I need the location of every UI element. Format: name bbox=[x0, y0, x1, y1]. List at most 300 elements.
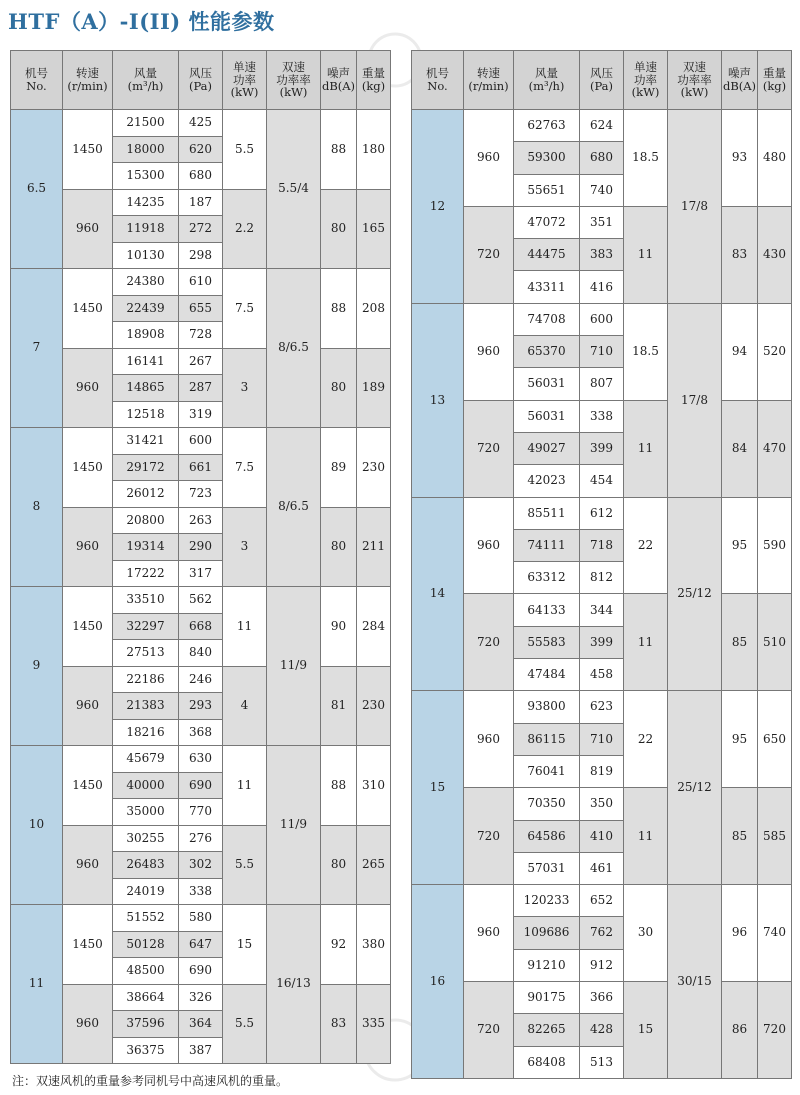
pressure-cell: 600 bbox=[179, 428, 223, 455]
pressure-cell: 723 bbox=[179, 481, 223, 508]
airflow-cell: 30255 bbox=[113, 825, 179, 852]
airflow-cell: 55583 bbox=[514, 626, 580, 658]
pressure-cell: 267 bbox=[179, 348, 223, 375]
column-header-line: 噪声 bbox=[728, 66, 751, 81]
noise-cell: 86 bbox=[722, 982, 758, 1079]
airflow-cell: 27513 bbox=[113, 640, 179, 667]
pressure-cell: 368 bbox=[179, 719, 223, 746]
airflow-cell: 85511 bbox=[514, 497, 580, 529]
pressure-cell: 344 bbox=[580, 594, 624, 626]
noise-cell: 90 bbox=[321, 587, 357, 667]
single-power-cell: 5.5 bbox=[223, 825, 267, 905]
airflow-cell: 36375 bbox=[113, 1037, 179, 1064]
page-title: HTF（A）-I(II) 性能参数 bbox=[8, 9, 275, 34]
model-number-cell: 14 bbox=[412, 497, 464, 691]
dual-power-cell: 8/6.5 bbox=[267, 428, 321, 587]
airflow-cell: 11918 bbox=[113, 216, 179, 243]
pressure-cell: 661 bbox=[179, 454, 223, 481]
airflow-cell: 74708 bbox=[514, 303, 580, 335]
airflow-cell: 18000 bbox=[113, 136, 179, 163]
airflow-cell: 14235 bbox=[113, 189, 179, 216]
column-header-line: 风压 bbox=[189, 66, 212, 81]
airflow-cell: 65370 bbox=[514, 336, 580, 368]
single-power-cell: 18.5 bbox=[624, 110, 668, 207]
pressure-cell: 364 bbox=[179, 1011, 223, 1038]
single-power-cell: 7.5 bbox=[223, 428, 267, 508]
airflow-cell: 47484 bbox=[514, 659, 580, 691]
pressure-cell: 762 bbox=[580, 917, 624, 949]
table-body bbox=[11, 110, 391, 1064]
pressure-cell: 513 bbox=[580, 1046, 624, 1078]
airflow-cell: 63312 bbox=[514, 562, 580, 594]
pressure-cell: 807 bbox=[580, 368, 624, 400]
pressure-cell: 290 bbox=[179, 534, 223, 561]
airflow-cell: 64133 bbox=[514, 594, 580, 626]
airflow-cell: 57031 bbox=[514, 852, 580, 884]
single-power-cell: 22 bbox=[624, 691, 668, 788]
column-header bbox=[580, 51, 624, 110]
speed-cell: 720 bbox=[464, 400, 514, 497]
noise-cell: 80 bbox=[321, 189, 357, 269]
noise-cell: 85 bbox=[722, 788, 758, 885]
dual-power-cell: 30/15 bbox=[668, 885, 722, 1079]
table-row bbox=[11, 348, 391, 375]
airflow-cell: 21500 bbox=[113, 110, 179, 137]
pressure-cell: 668 bbox=[179, 613, 223, 640]
performance-table-right bbox=[411, 50, 792, 1079]
airflow-cell: 31421 bbox=[113, 428, 179, 455]
pressure-cell: 454 bbox=[580, 465, 624, 497]
column-header-line: (kW) bbox=[631, 85, 660, 100]
speed-cell: 960 bbox=[464, 497, 514, 594]
dual-power-cell: 16/13 bbox=[267, 905, 321, 1064]
column-header-line: 双速 bbox=[282, 60, 305, 75]
single-power-cell: 3 bbox=[223, 348, 267, 428]
pressure-cell: 428 bbox=[580, 1014, 624, 1046]
column-header bbox=[357, 51, 391, 110]
table-row bbox=[412, 400, 792, 432]
table-row bbox=[412, 110, 792, 142]
column-header-line: dB(A) bbox=[321, 79, 356, 93]
dual-power-cell: 17/8 bbox=[668, 303, 722, 497]
noise-cell: 83 bbox=[722, 206, 758, 303]
airflow-cell: 43311 bbox=[514, 271, 580, 303]
airflow-cell: 59300 bbox=[514, 142, 580, 174]
single-power-cell: 15 bbox=[223, 905, 267, 985]
column-header bbox=[223, 51, 267, 110]
model-number-cell: 16 bbox=[412, 885, 464, 1079]
speed-cell: 960 bbox=[63, 984, 113, 1064]
weight-cell: 380 bbox=[357, 905, 391, 985]
pressure-cell: 600 bbox=[580, 303, 624, 335]
noise-cell: 84 bbox=[722, 400, 758, 497]
pressure-cell: 399 bbox=[580, 626, 624, 658]
column-header-line: 转速 bbox=[477, 66, 500, 81]
pressure-cell: 610 bbox=[179, 269, 223, 296]
table-row bbox=[412, 594, 792, 626]
pressure-cell: 680 bbox=[179, 163, 223, 190]
airflow-cell: 64586 bbox=[514, 820, 580, 852]
speed-cell: 960 bbox=[63, 825, 113, 905]
model-number-cell: 13 bbox=[412, 303, 464, 497]
dual-power-cell: 25/12 bbox=[668, 497, 722, 691]
table-row bbox=[412, 497, 792, 529]
airflow-cell: 18216 bbox=[113, 719, 179, 746]
pressure-cell: 350 bbox=[580, 788, 624, 820]
table-row bbox=[11, 269, 391, 296]
airflow-cell: 74111 bbox=[514, 529, 580, 561]
column-header bbox=[113, 51, 179, 110]
airflow-cell: 44475 bbox=[514, 239, 580, 271]
weight-cell: 230 bbox=[357, 428, 391, 508]
pressure-cell: 647 bbox=[179, 931, 223, 958]
column-header-line: (kW) bbox=[680, 85, 709, 100]
column-header-line: 机号 bbox=[426, 66, 449, 81]
column-header-line: (Pa) bbox=[589, 79, 614, 93]
pressure-cell: 298 bbox=[179, 242, 223, 269]
airflow-cell: 12518 bbox=[113, 401, 179, 428]
airflow-cell: 90175 bbox=[514, 982, 580, 1014]
model-number-cell: 12 bbox=[412, 110, 464, 304]
speed-cell: 960 bbox=[63, 507, 113, 587]
noise-cell: 80 bbox=[321, 825, 357, 905]
column-header-line: 单速 bbox=[233, 60, 256, 75]
speed-cell: 720 bbox=[464, 206, 514, 303]
single-power-cell: 11 bbox=[624, 594, 668, 691]
speed-cell: 1450 bbox=[63, 905, 113, 985]
column-header-line: 功率 bbox=[634, 72, 657, 87]
pressure-cell: 461 bbox=[580, 852, 624, 884]
performance-table-left bbox=[10, 50, 391, 1064]
single-power-cell: 11 bbox=[624, 400, 668, 497]
weight-cell: 189 bbox=[357, 348, 391, 428]
footnote: 注：双速风机的重量参考同机号中高速风机的重量。 bbox=[12, 1074, 289, 1088]
pressure-cell: 912 bbox=[580, 949, 624, 981]
column-header-line: (m³/h) bbox=[528, 79, 565, 93]
column-header-line: 风量 bbox=[134, 66, 157, 81]
weight-cell: 740 bbox=[758, 885, 792, 982]
table-row bbox=[11, 825, 391, 852]
airflow-cell: 62763 bbox=[514, 110, 580, 142]
noise-cell: 85 bbox=[722, 594, 758, 691]
airflow-cell: 37596 bbox=[113, 1011, 179, 1038]
table-row bbox=[11, 189, 391, 216]
pressure-cell: 416 bbox=[580, 271, 624, 303]
weight-cell: 284 bbox=[357, 587, 391, 667]
column-header-line: 功率率 bbox=[677, 72, 712, 87]
pressure-cell: 718 bbox=[580, 529, 624, 561]
column-header bbox=[179, 51, 223, 110]
airflow-cell: 47072 bbox=[514, 206, 580, 238]
pressure-cell: 317 bbox=[179, 560, 223, 587]
noise-cell: 81 bbox=[321, 666, 357, 746]
airflow-cell: 16141 bbox=[113, 348, 179, 375]
pressure-cell: 338 bbox=[580, 400, 624, 432]
pressure-cell: 819 bbox=[580, 755, 624, 787]
column-header bbox=[514, 51, 580, 110]
pressure-cell: 770 bbox=[179, 799, 223, 826]
pressure-cell: 246 bbox=[179, 666, 223, 693]
column-header-line: 机号 bbox=[25, 66, 48, 81]
speed-cell: 960 bbox=[464, 303, 514, 400]
pressure-cell: 263 bbox=[179, 507, 223, 534]
pressure-cell: 840 bbox=[179, 640, 223, 667]
column-header-line: No. bbox=[427, 79, 448, 93]
column-header-line: (m³/h) bbox=[127, 79, 164, 93]
airflow-cell: 38664 bbox=[113, 984, 179, 1011]
table-row bbox=[412, 303, 792, 335]
single-power-cell: 11 bbox=[624, 788, 668, 885]
pressure-cell: 690 bbox=[179, 772, 223, 799]
airflow-cell: 26483 bbox=[113, 852, 179, 879]
single-power-cell: 2.2 bbox=[223, 189, 267, 269]
noise-cell: 93 bbox=[722, 110, 758, 207]
column-header-line: 重量 bbox=[362, 66, 385, 81]
pressure-cell: 293 bbox=[179, 693, 223, 720]
pressure-cell: 399 bbox=[580, 432, 624, 464]
column-header-line: (kg) bbox=[361, 79, 386, 93]
column-header-line: 转速 bbox=[76, 66, 99, 81]
airflow-cell: 56031 bbox=[514, 400, 580, 432]
noise-cell: 88 bbox=[321, 110, 357, 190]
airflow-cell: 17222 bbox=[113, 560, 179, 587]
table-row bbox=[412, 788, 792, 820]
single-power-cell: 5.5 bbox=[223, 110, 267, 190]
pressure-cell: 458 bbox=[580, 659, 624, 691]
weight-cell: 335 bbox=[357, 984, 391, 1064]
column-header-line: (kg) bbox=[762, 79, 787, 93]
weight-cell: 585 bbox=[758, 788, 792, 885]
airflow-cell: 33510 bbox=[113, 587, 179, 614]
model-number-cell: 8 bbox=[11, 428, 63, 587]
airflow-cell: 68408 bbox=[514, 1046, 580, 1078]
speed-cell: 1450 bbox=[63, 746, 113, 826]
column-header bbox=[11, 51, 63, 110]
airflow-cell: 48500 bbox=[113, 958, 179, 985]
weight-cell: 510 bbox=[758, 594, 792, 691]
airflow-cell: 45679 bbox=[113, 746, 179, 773]
pressure-cell: 740 bbox=[580, 174, 624, 206]
airflow-cell: 14865 bbox=[113, 375, 179, 402]
model-number-cell: 10 bbox=[11, 746, 63, 905]
airflow-cell: 10130 bbox=[113, 242, 179, 269]
noise-cell: 80 bbox=[321, 348, 357, 428]
noise-cell: 95 bbox=[722, 497, 758, 594]
airflow-cell: 109686 bbox=[514, 917, 580, 949]
column-header-line: 双速 bbox=[683, 60, 706, 75]
noise-cell: 88 bbox=[321, 269, 357, 349]
pressure-cell: 187 bbox=[179, 189, 223, 216]
model-number-cell: 9 bbox=[11, 587, 63, 746]
noise-cell: 96 bbox=[722, 885, 758, 982]
pressure-cell: 680 bbox=[580, 142, 624, 174]
airflow-cell: 50128 bbox=[113, 931, 179, 958]
airflow-cell: 86115 bbox=[514, 723, 580, 755]
noise-cell: 94 bbox=[722, 303, 758, 400]
single-power-cell: 11 bbox=[223, 746, 267, 826]
weight-cell: 430 bbox=[758, 206, 792, 303]
single-power-cell: 5.5 bbox=[223, 984, 267, 1064]
airflow-cell: 49027 bbox=[514, 432, 580, 464]
speed-cell: 960 bbox=[63, 348, 113, 428]
airflow-cell: 56031 bbox=[514, 368, 580, 400]
speed-cell: 960 bbox=[63, 666, 113, 746]
pressure-cell: 612 bbox=[580, 497, 624, 529]
column-header-line: (Pa) bbox=[188, 79, 213, 93]
noise-cell: 95 bbox=[722, 691, 758, 788]
pressure-cell: 338 bbox=[179, 878, 223, 905]
airflow-cell: 35000 bbox=[113, 799, 179, 826]
noise-cell: 83 bbox=[321, 984, 357, 1064]
dual-power-cell: 5.5/4 bbox=[267, 110, 321, 269]
weight-cell: 480 bbox=[758, 110, 792, 207]
pressure-cell: 630 bbox=[179, 746, 223, 773]
pressure-cell: 425 bbox=[179, 110, 223, 137]
airflow-cell: 93800 bbox=[514, 691, 580, 723]
speed-cell: 960 bbox=[464, 110, 514, 207]
pressure-cell: 728 bbox=[179, 322, 223, 349]
column-header-line: (r/min) bbox=[468, 79, 509, 93]
table-body bbox=[412, 110, 792, 1079]
pressure-cell: 623 bbox=[580, 691, 624, 723]
column-header-line: 功率率 bbox=[276, 72, 311, 87]
speed-cell: 1450 bbox=[63, 587, 113, 667]
weight-cell: 230 bbox=[357, 666, 391, 746]
weight-cell: 520 bbox=[758, 303, 792, 400]
column-header bbox=[668, 51, 722, 110]
noise-cell: 88 bbox=[321, 746, 357, 826]
airflow-cell: 51552 bbox=[113, 905, 179, 932]
table-row bbox=[412, 885, 792, 917]
table-row bbox=[11, 507, 391, 534]
table-row bbox=[11, 905, 391, 932]
pressure-cell: 580 bbox=[179, 905, 223, 932]
single-power-cell: 7.5 bbox=[223, 269, 267, 349]
column-header-line: 单速 bbox=[634, 60, 657, 75]
column-header bbox=[464, 51, 514, 110]
table-row bbox=[11, 746, 391, 773]
model-number-cell: 11 bbox=[11, 905, 63, 1064]
column-header-line: 功率 bbox=[233, 72, 256, 87]
column-header bbox=[758, 51, 792, 110]
pressure-cell: 812 bbox=[580, 562, 624, 594]
airflow-cell: 82265 bbox=[514, 1014, 580, 1046]
airflow-cell: 42023 bbox=[514, 465, 580, 497]
airflow-cell: 18908 bbox=[113, 322, 179, 349]
noise-cell: 89 bbox=[321, 428, 357, 508]
airflow-cell: 70350 bbox=[514, 788, 580, 820]
header-row bbox=[412, 51, 792, 110]
pressure-cell: 326 bbox=[179, 984, 223, 1011]
weight-cell: 211 bbox=[357, 507, 391, 587]
speed-cell: 720 bbox=[464, 788, 514, 885]
table-row bbox=[412, 691, 792, 723]
table-row bbox=[11, 110, 391, 137]
dual-power-cell: 25/12 bbox=[668, 691, 722, 885]
weight-cell: 470 bbox=[758, 400, 792, 497]
weight-cell: 180 bbox=[357, 110, 391, 190]
pressure-cell: 690 bbox=[179, 958, 223, 985]
column-header-line: (r/min) bbox=[67, 79, 108, 93]
weight-cell: 310 bbox=[357, 746, 391, 826]
dual-power-cell: 17/8 bbox=[668, 110, 722, 304]
column-header-line: (kW) bbox=[230, 85, 259, 100]
pressure-cell: 624 bbox=[580, 110, 624, 142]
noise-cell: 92 bbox=[321, 905, 357, 985]
column-header bbox=[267, 51, 321, 110]
pressure-cell: 652 bbox=[580, 885, 624, 917]
pressure-cell: 387 bbox=[179, 1037, 223, 1064]
airflow-cell: 91210 bbox=[514, 949, 580, 981]
dual-power-cell: 11/9 bbox=[267, 746, 321, 905]
airflow-cell: 24019 bbox=[113, 878, 179, 905]
speed-cell: 1450 bbox=[63, 269, 113, 349]
single-power-cell: 18.5 bbox=[624, 303, 668, 400]
airflow-cell: 15300 bbox=[113, 163, 179, 190]
dual-power-cell: 8/6.5 bbox=[267, 269, 321, 428]
weight-cell: 650 bbox=[758, 691, 792, 788]
column-header-line: dB(A) bbox=[722, 79, 757, 93]
table-row bbox=[11, 587, 391, 614]
pressure-cell: 655 bbox=[179, 295, 223, 322]
pressure-cell: 383 bbox=[580, 239, 624, 271]
model-number-cell: 7 bbox=[11, 269, 63, 428]
single-power-cell: 4 bbox=[223, 666, 267, 746]
single-power-cell: 11 bbox=[624, 206, 668, 303]
weight-cell: 590 bbox=[758, 497, 792, 594]
speed-cell: 720 bbox=[464, 982, 514, 1079]
speed-cell: 960 bbox=[464, 885, 514, 982]
column-header bbox=[63, 51, 113, 110]
airflow-cell: 26012 bbox=[113, 481, 179, 508]
airflow-cell: 29172 bbox=[113, 454, 179, 481]
airflow-cell: 40000 bbox=[113, 772, 179, 799]
pressure-cell: 276 bbox=[179, 825, 223, 852]
header-row bbox=[11, 51, 391, 110]
column-header-line: (kW) bbox=[279, 85, 308, 100]
model-number-cell: 15 bbox=[412, 691, 464, 885]
table-row bbox=[11, 428, 391, 455]
column-header bbox=[321, 51, 357, 110]
table-row bbox=[11, 666, 391, 693]
column-header bbox=[624, 51, 668, 110]
speed-cell: 1450 bbox=[63, 428, 113, 508]
single-power-cell: 22 bbox=[624, 497, 668, 594]
speed-cell: 720 bbox=[464, 594, 514, 691]
column-header-line: 风量 bbox=[535, 66, 558, 81]
airflow-cell: 22439 bbox=[113, 295, 179, 322]
airflow-cell: 32297 bbox=[113, 613, 179, 640]
airflow-cell: 55651 bbox=[514, 174, 580, 206]
column-header-line: No. bbox=[26, 79, 47, 93]
speed-cell: 960 bbox=[464, 691, 514, 788]
speed-cell: 960 bbox=[63, 189, 113, 269]
pressure-cell: 710 bbox=[580, 336, 624, 368]
speed-cell: 1450 bbox=[63, 110, 113, 190]
dual-power-cell: 11/9 bbox=[267, 587, 321, 746]
airflow-cell: 22186 bbox=[113, 666, 179, 693]
airflow-cell: 21383 bbox=[113, 693, 179, 720]
weight-cell: 265 bbox=[357, 825, 391, 905]
column-header-line: 噪声 bbox=[327, 66, 350, 81]
airflow-cell: 19314 bbox=[113, 534, 179, 561]
airflow-cell: 120233 bbox=[514, 885, 580, 917]
single-power-cell: 15 bbox=[624, 982, 668, 1079]
pressure-cell: 287 bbox=[179, 375, 223, 402]
weight-cell: 165 bbox=[357, 189, 391, 269]
airflow-cell: 24380 bbox=[113, 269, 179, 296]
single-power-cell: 11 bbox=[223, 587, 267, 667]
